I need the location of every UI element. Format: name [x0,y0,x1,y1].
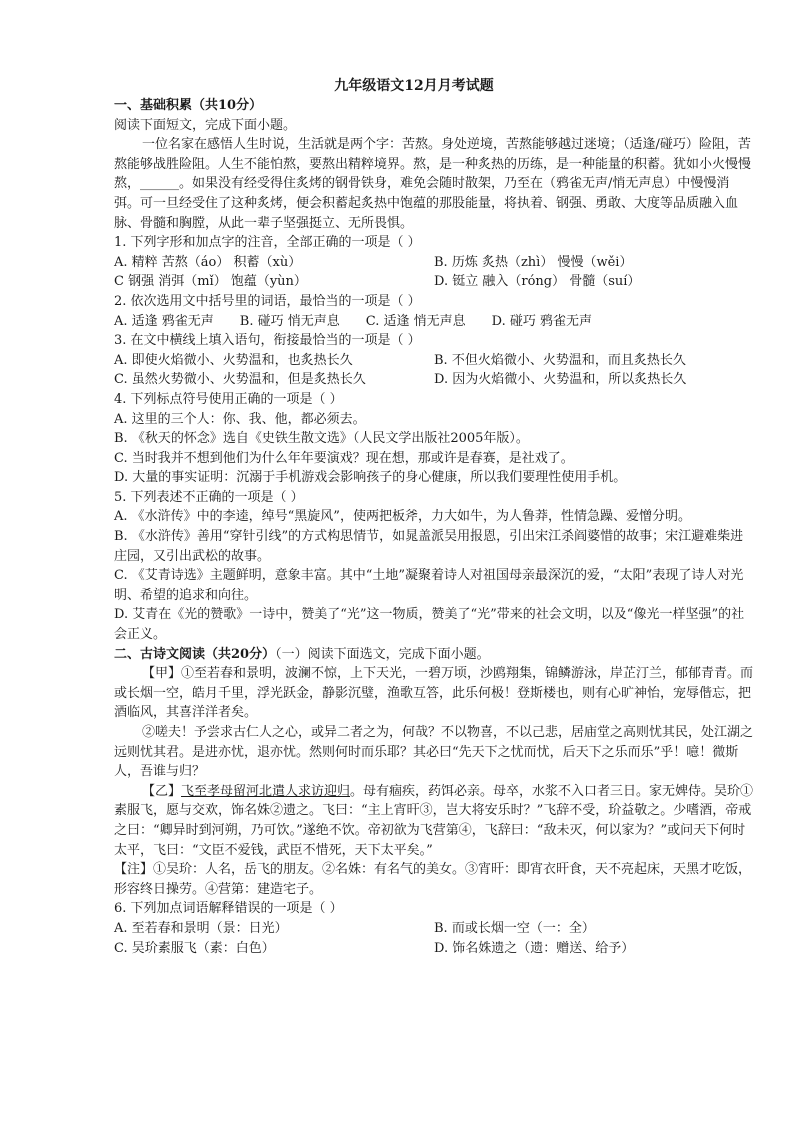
q5-option-a: A. 《水浒传》中的李逵，绰号“黑旋风”，使两把板斧，力大如牛，为人鲁莽，性情急躁、爱憎分明。 [114,509,691,525]
q4-option-d: D. 大量的事实证明：沉溺于手机游戏会影响孩子的身心健康，所以我们要理性使用手机。 [114,470,627,486]
q1-option-c: C 钢强 消弭（mǐ） 饱蕴（yùn） [114,274,307,290]
q2-option-b: B. 碰巧 悄无声息 [239,313,340,329]
q5-option-d: D. 艾青在《光的赞歌》一诗中，赞美了“光”这一物质，赞美了“光”带来的社会文明，以及“像光一样坚强”的社会正义。 [114,607,745,643]
passage-yi-text: 。母有痼疾，药饵必亲。母卒，水浆不入口者三日。家无婢侍。吴玠①素服飞，愿与交欢，饰名姝②遗之。飞曰：“主上宵旰③，岂大将安乐时？”飞辞不受，玠益敬之。少嗜酒，帝戒之曰：“卿异时到河朔，乃可饮。”遂绝不饮。帝初欲为飞营第④，飞辞曰：“敌未灭，何以家为？”或问天下何时太平，飞曰：“文臣不爱钱，武臣不惜死，天下太平矣。” [114,783,754,858]
passage-yi-underlined-sentence: 飞至孝母留河北遣人求访迎归 [181,783,351,799]
q6-option-d: D. 饰名姝遗之（遗：赠送、给予） [434,940,635,956]
q5-option-c: C. 《艾青诗选》主题鲜明，意象丰富。其中“土地”凝聚着诗人对祖国母亲最深沉的爱，“太阳”表现了诗人对光明、希望的追求和向往。 [114,568,744,603]
q4-option-b: B. 《秋天的怀念》选自《史铁生散文选》（人民文学出版社2005年版）。 [114,431,529,447]
question-1: 1. 下列字形和加点字的注音，全部正确的一项是（ ） [114,235,421,251]
question-4: 4. 下列标点符号使用正确的一项是（ ） [114,391,343,407]
q5-option-b: B. 《水浒传》善用“穿针引线”的方式构思情节，如晁盖派吴用报恩，引出宋江杀阎婆惜的故事；宋江避难柴进庄园，又引出武松的故事。 [114,529,744,564]
reading-passage: 一位名家在感悟人生时说，生活就是两个字：苦熬。身处逆境，苦熬能够越过迷境；（适逢/碰巧）险阻，苦熬能够战胜险阻。人生不能怕熬，要熬出精粹境界。熬，是一种炙热的历练，是一种能量的积蓄。犹如小火慢慢熬，______。如果没有经受得住炙烤的钢骨铁身，难免会随时散架，乃至在（鸦雀无声/悄无声息）中慢慢消弭。可一旦经受住了这种炙烤，便会积蓄起炙热中饱蕴的那股能量，将执着、钢强、勇敢、大度等品质融入血脉、骨髓和胸膛，从此一辈子坚强挺立、无所畏惧。 [114,137,752,231]
annotation-note: 【注】①吴玠：人名，岳飞的朋友。②名姝：有名气的美女。③宵旰：即宵衣旰食，天不亮起床，天黑才吃饭，形容终日操劳。④营第：建造宅子。 [114,862,752,897]
q6-option-b: B. 而或长烟一空（一：全） [434,920,595,936]
q2-option-c: C. 适逢 悄无声息 [365,313,466,329]
section-2-heading: 二、古诗文阅读（共20分） [114,646,276,662]
page-title: 九年级语文12月月考试题 [334,78,494,94]
q4-option-c: C. 当时我并不想到他们为什么年年要演戏？现在想，那或许是春赛，是社戏了。 [114,450,574,466]
question-1-options-row-2 [114,272,754,292]
question-3-options-row-1 [114,351,754,371]
q1-option-d: D. 铤立 融入（róng） 骨髓（suí） [434,274,641,290]
q2-option-a: A. 适逢 鸦雀无声 [114,313,214,329]
question-2-options [114,312,754,332]
q3-option-d: D. 因为火焰微小、火势温和，所以炙热长久 [434,372,687,388]
passage-yi-tag: 【乙】 [142,783,182,799]
section-2-intro: （一）阅读下面选文，完成下面小题。 [275,646,490,662]
q4-option-a: A. 这里的三个人：你、我、他，都必须去。 [114,411,366,427]
question-1-options-row-1 [114,253,754,273]
section-1-intro: 阅读下面短文，完成下面小题。 [114,117,297,133]
q1-option-b: B. 历炼 炙热（zhì） 慢慢（wěi） [434,254,633,270]
question-6-options-row-1 [114,919,754,939]
question-2: 2. 依次选用文中括号里的词语，最恰当的一项是（ ） [114,293,421,309]
q3-option-a: A. 即使火焰微小、火势温和，也炙热长久 [114,352,353,368]
q1-option-a: A. 精粹 苦熬（áo） 积蓄（xù） [114,254,302,270]
question-6: 6. 下列加点词语解释错误的一项是（ ） [114,901,343,917]
q6-option-c: C. 吴玠素服飞（素：白色） [114,940,275,956]
passage-yi [114,782,754,860]
q3-option-c: C. 虽然火势微小、火势温和，但是炙热长久 [114,372,366,388]
q2-option-d: D. 碰巧 鸦雀无声 [491,313,592,329]
question-3-options-row-2 [114,370,754,390]
question-5: 5. 下列表述不正确的一项是（ ） [114,489,304,505]
passage-jia-paragraph-1: 【甲】①至若春和景明，波澜不惊，上下天光，一碧万顷，沙鸥翔集，锦鳞游泳，岸芷汀兰，郁郁青青。而或长烟一空，皓月千里，浮光跃金，静影沉璧，渔歌互答，此乐何极！登斯楼也，则有心旷神怡，宠辱偕忘，把酒临风，其喜洋洋者矣。 [114,666,754,721]
question-6-options-row-2 [114,939,754,959]
section-1-heading: 一、基础积累（共10分） [114,98,263,113]
passage-jia-paragraph-2: ②嗟夫！予尝求古仁人之心，或异二者之为，何哉？不以物喜，不以己悲，居庙堂之高则忧其民，处江湖之远则忧其君。是进亦忧，退亦忧。然则何时而乐耶？其必曰“先天下之忧而忧，后天下之乐而乐”乎！噫！微斯人，吾谁与归？ [114,725,754,780]
section-2-heading-line [114,645,754,665]
q3-option-b: B. 不但火焰微小、火势温和，而且炙热长久 [434,352,686,368]
q6-option-a: A. 至若春和景明（景：日光） [114,920,288,936]
question-3: 3. 在文中横线上填入语句，衔接最恰当的一项是（ ） [114,333,421,349]
